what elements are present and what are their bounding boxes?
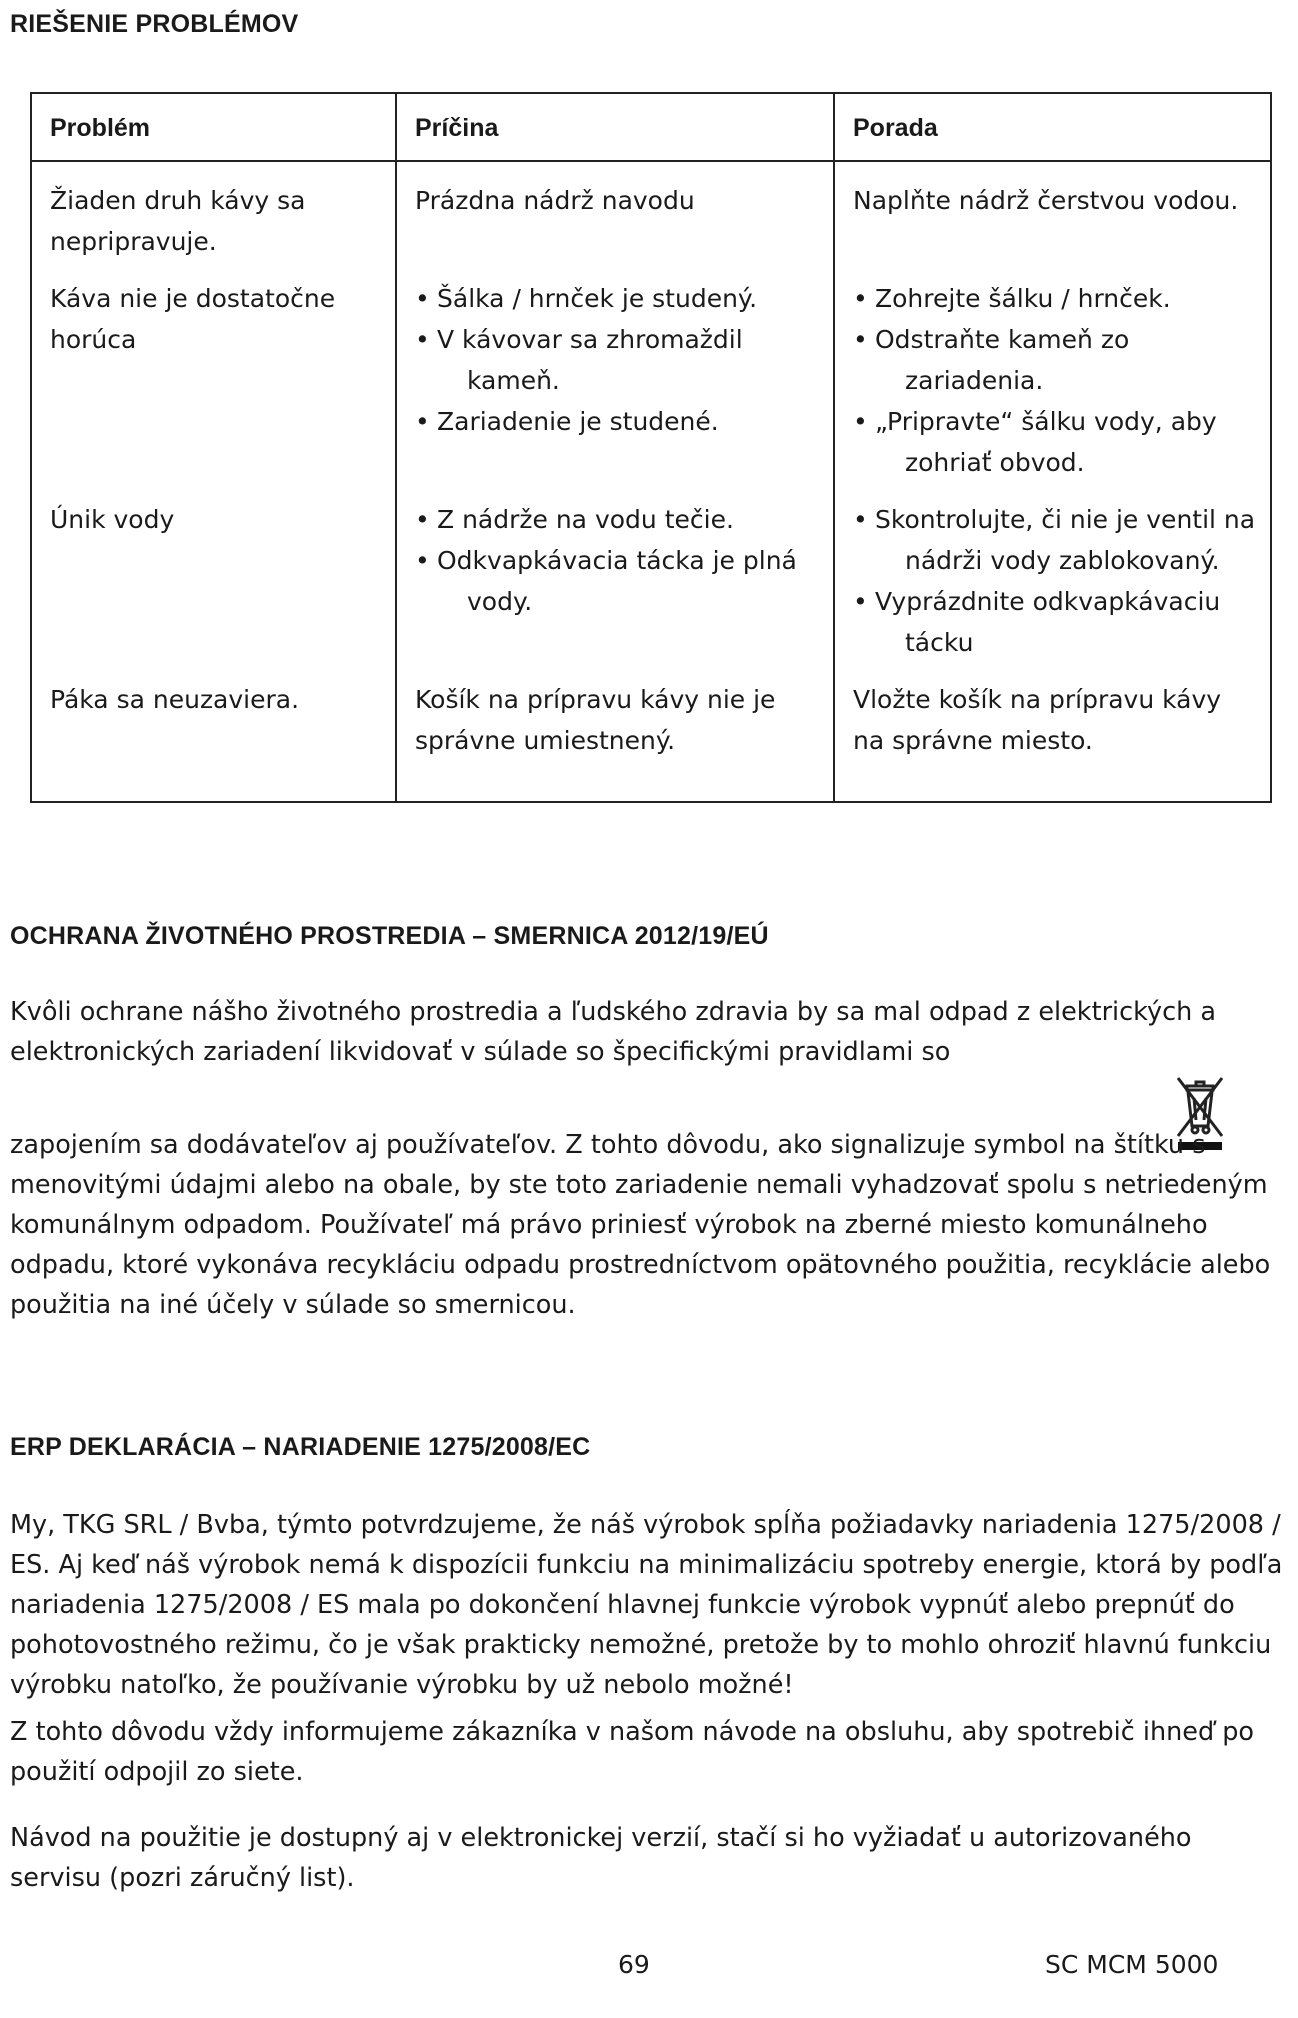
advice-cell: Vložte košík na prípravu kávy na správne miesto. bbox=[834, 671, 1271, 802]
model-number: SC MCM 5000 bbox=[1045, 1950, 1219, 1979]
environment-paragraph: zapojením sa dodávateľov aj používateľov. Z tohto dôvodu, ako signalizuje symbol na štítku s menovitými údajmi alebo na obale, by ste toto zariadenie nemali vyhadzovať spolu s netriedeným komunálnym odpadom. Používateľ má právo priniesť výrobok na zberné miesto komunálneho odpadu, ktoré vykonáva recykláciu odpadu prostredníctvom opätovného použitia, recyklácie alebo použitia na iné účely v súlade so smernicou. bbox=[10, 1130, 1271, 1320]
table-row bbox=[31, 671, 1271, 802]
advice-cell bbox=[834, 491, 1271, 671]
environment-paragraph: Kvôli ochrane nášho životného prostredia a ľudského zdravia by sa mal odpad z elektrických a elektronických zariadení likvidovať v súlade so špecifickými pravidlami so bbox=[10, 997, 1217, 1067]
table-row bbox=[31, 161, 1271, 270]
advice-item: • Vyprázdnite odkvapkávaciu tácku bbox=[853, 581, 1256, 663]
erp-paragraph: My, TKG SRL / Bvba, týmto potvrdzujeme, že náš výrobok spĺňa požiadavky nariadenia 1275/2008 / ES. Aj keď náš výrobok nemá k dispozícii funkciu na minimalizáciu spotreby energie, ktorá by podľa nariadenia 1275/2008 / ES mala po dokončení hlavnej funkcie výrobok vypnúť alebo prepnúť do pohotovostného režimu, čo je však prakticky nemožné, pretože by to mohlo ohroziť hlavnú funkciu výrobku natoľko, že používanie výrobku by už nebolo možné! bbox=[10, 1510, 1283, 1700]
header-cause: Príčina bbox=[396, 93, 834, 161]
troubleshooting-title: RIEŠENIE PROBLÉMOV bbox=[10, 10, 299, 38]
advice-item: • Zohrejte šálku / hrnček. bbox=[853, 278, 1256, 319]
environment-title: OCHRANA ŽIVOTNÉHO PROSTREDIA – SMERNICA 2012/19/EÚ bbox=[10, 922, 769, 950]
cause-cell bbox=[396, 491, 834, 671]
table-row bbox=[31, 491, 1271, 671]
erp-paragraph: Z tohto dôvodu vždy informujeme zákazníka v našom návode na obsluhu, aby spotrebič ihneď po použití odpojil zo siete. bbox=[10, 1717, 1255, 1787]
troubleshooting-table bbox=[30, 92, 1272, 803]
table-header-row bbox=[31, 93, 1271, 161]
erp-title: ERP DEKLARÁCIA – NARIADENIE 1275/2008/EC bbox=[10, 1433, 591, 1461]
problem-cell: Páka sa neuzaviera. bbox=[31, 671, 396, 802]
advice-cell bbox=[834, 270, 1271, 491]
header-advice: Porada bbox=[834, 93, 1271, 161]
advice-item: • Skontrolujte, či nie je ventil na nádrži vody zablokovaný. bbox=[853, 499, 1256, 581]
header-problem: Problém bbox=[31, 93, 396, 161]
advice-cell: Naplňte nádrž čerstvou vodou. bbox=[834, 161, 1271, 270]
advice-item: • Odstraňte kameň zo zariadenia. bbox=[853, 319, 1256, 401]
problem-cell: Únik vody bbox=[31, 491, 396, 671]
cause-item: • Šálka / hrnček je studený. bbox=[415, 278, 819, 319]
erp-paragraph: Návod na použitie je dostupný aj v elektronickej verzií, stačí si ho vyžiadať u autorizovaného servisu (pozri záručný list). bbox=[10, 1823, 1192, 1893]
problem-cell: Káva nie je dostatočne horúca bbox=[31, 270, 396, 491]
cause-item: • V kávovar sa zhromaždil kameň. bbox=[415, 319, 819, 401]
cause-item: • Zariadenie je studené. bbox=[415, 401, 819, 442]
page-number: 69 bbox=[618, 1950, 650, 1979]
cause-cell: Prázdna nádrž navodu bbox=[396, 161, 834, 270]
cause-cell: Košík na prípravu kávy nie je správne umiestnený. bbox=[396, 671, 834, 802]
table-row bbox=[31, 270, 1271, 491]
cause-cell bbox=[396, 270, 834, 491]
cause-item: • Z nádrže na vodu tečie. bbox=[415, 499, 819, 540]
problem-cell: Žiaden druh kávy sa nepripravuje. bbox=[31, 161, 396, 270]
cause-item: • Odkvapkávacia tácka je plná vody. bbox=[415, 540, 819, 622]
advice-item: • „Pripravte“ šálku vody, aby zohriať obvod. bbox=[853, 401, 1256, 483]
